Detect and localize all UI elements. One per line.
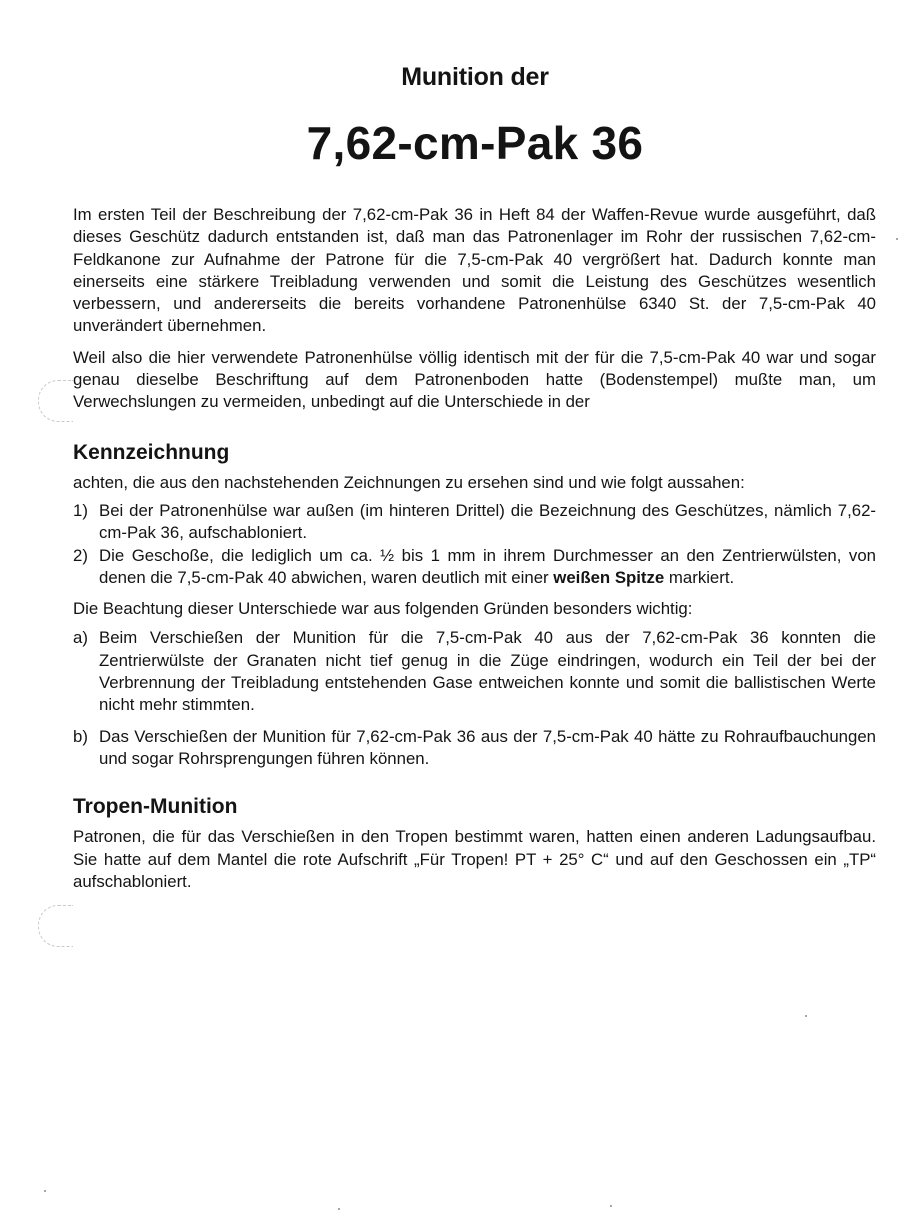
emphasis-text: weißen Spitze [553, 567, 665, 587]
section-heading-kennzeichnung: Kennzeichnung [73, 440, 230, 464]
scan-speck [805, 1015, 807, 1017]
list-item-text: Das Verschießen der Munition für 7,62-cm-Pak 36 aus der 7,5-cm-Pak 40 hätte zu Rohraufbauchungen und sogar Rohrsprengungen führen können. [99, 726, 876, 768]
list-item-text: Beim Verschießen der Munition für die 7,5-cm-Pak 40 aus der 7,62-cm-Pak 36 konnten die Zentrierwülste der Granaten nicht tief genug in die Züge eindringen, wodurch ein Teil der bei der Verbrennung der Treibladung entstehenden Gase entweichen konnte und somit die ballistischen Werte nicht mehr stimmten. [99, 628, 876, 715]
scan-speck [338, 1208, 340, 1210]
scan-speck [610, 1205, 612, 1207]
page-title: 7,62-cm-Pak 36 [306, 117, 644, 169]
numbered-list [73, 500, 876, 589]
scan-speck [44, 1190, 46, 1192]
list-item-text [99, 545, 876, 590]
punch-hole-mark [38, 380, 73, 422]
list-item-text: Bei der Patronenhülse war außen (im hinteren Drittel) die Bezeichnung des Geschützes, nämlich 7,62-cm-Pak 36, aufschabloniert. [99, 500, 876, 543]
list-item-text-part: Die Geschoße, die lediglich um ca. ½ bis 1 mm in ihrem Durchmesser an den Zentrierwülsten, von denen die 7,5-cm-Pak 40 abwichen, waren deutlich mit einer [99, 545, 876, 587]
section-intro: achten, die aus den nachstehenden Zeichnungen zu ersehen sind und wie folgt aussahen: [73, 472, 745, 492]
list-marker: b) [73, 726, 88, 746]
paragraph: Weil also die hier verwendete Patronenhülse völlig identisch mit der für die 7,5-cm-Pak 40 war und sogar genau dieselbe Beschriftung auf dem Patronenboden hatte (Bodenstempel) mußte man, um Verwechslungen zu vermeiden, unbedingt auf die Unterschiede in der [73, 347, 876, 412]
list-marker: 1) [73, 500, 88, 520]
paragraph: Patronen, die für das Verschießen in den Tropen bestimmt waren, hatten einen anderen Ladungsaufbau. Sie hatte auf dem Mantel die rote Aufschrift „Für Tropen! PT + 25° C“ und auf den Geschossen ein „TP“ aufschabloniert. [73, 827, 876, 891]
list-item [73, 545, 876, 590]
list-marker: a) [73, 628, 88, 648]
list-item [73, 627, 876, 716]
list-item [73, 500, 876, 545]
list-marker: 2) [73, 545, 88, 565]
section-heading-tropen-munition: Tropen-Munition [73, 795, 238, 819]
scan-speck [896, 238, 898, 240]
page-supertitle: Munition der [401, 63, 549, 91]
punch-hole-mark [38, 905, 73, 947]
article-body [73, 204, 876, 893]
lettered-list [73, 627, 876, 770]
paragraph: Im ersten Teil der Beschreibung der 7,62-cm-Pak 36 in Heft 84 der Waffen-Revue wurde ausgeführt, daß dieses Geschütz dadurch entstanden ist, daß man das Patronenlager im Rohr der russischen 7,62-cm-Feldkanone zur Aufnahme der Patrone für die 7,5-cm-Pak 40 vergrößert hat. Dadurch konnte man einerseits eine stärkere Treibladung verwenden und somit die Leistung des Geschützes wesentlich verbessern, und andererseits die bereits vorhandene Patronenhülse 6340 St. der 7,5-cm-Pak 40 unverändert übernehmen. [73, 205, 876, 336]
list-item-text-part: markiert. [664, 567, 735, 587]
reasons-intro: Die Beachtung dieser Unterschiede war aus folgenden Gründen besonders wichtig: [73, 599, 693, 619]
list-item [73, 726, 876, 771]
